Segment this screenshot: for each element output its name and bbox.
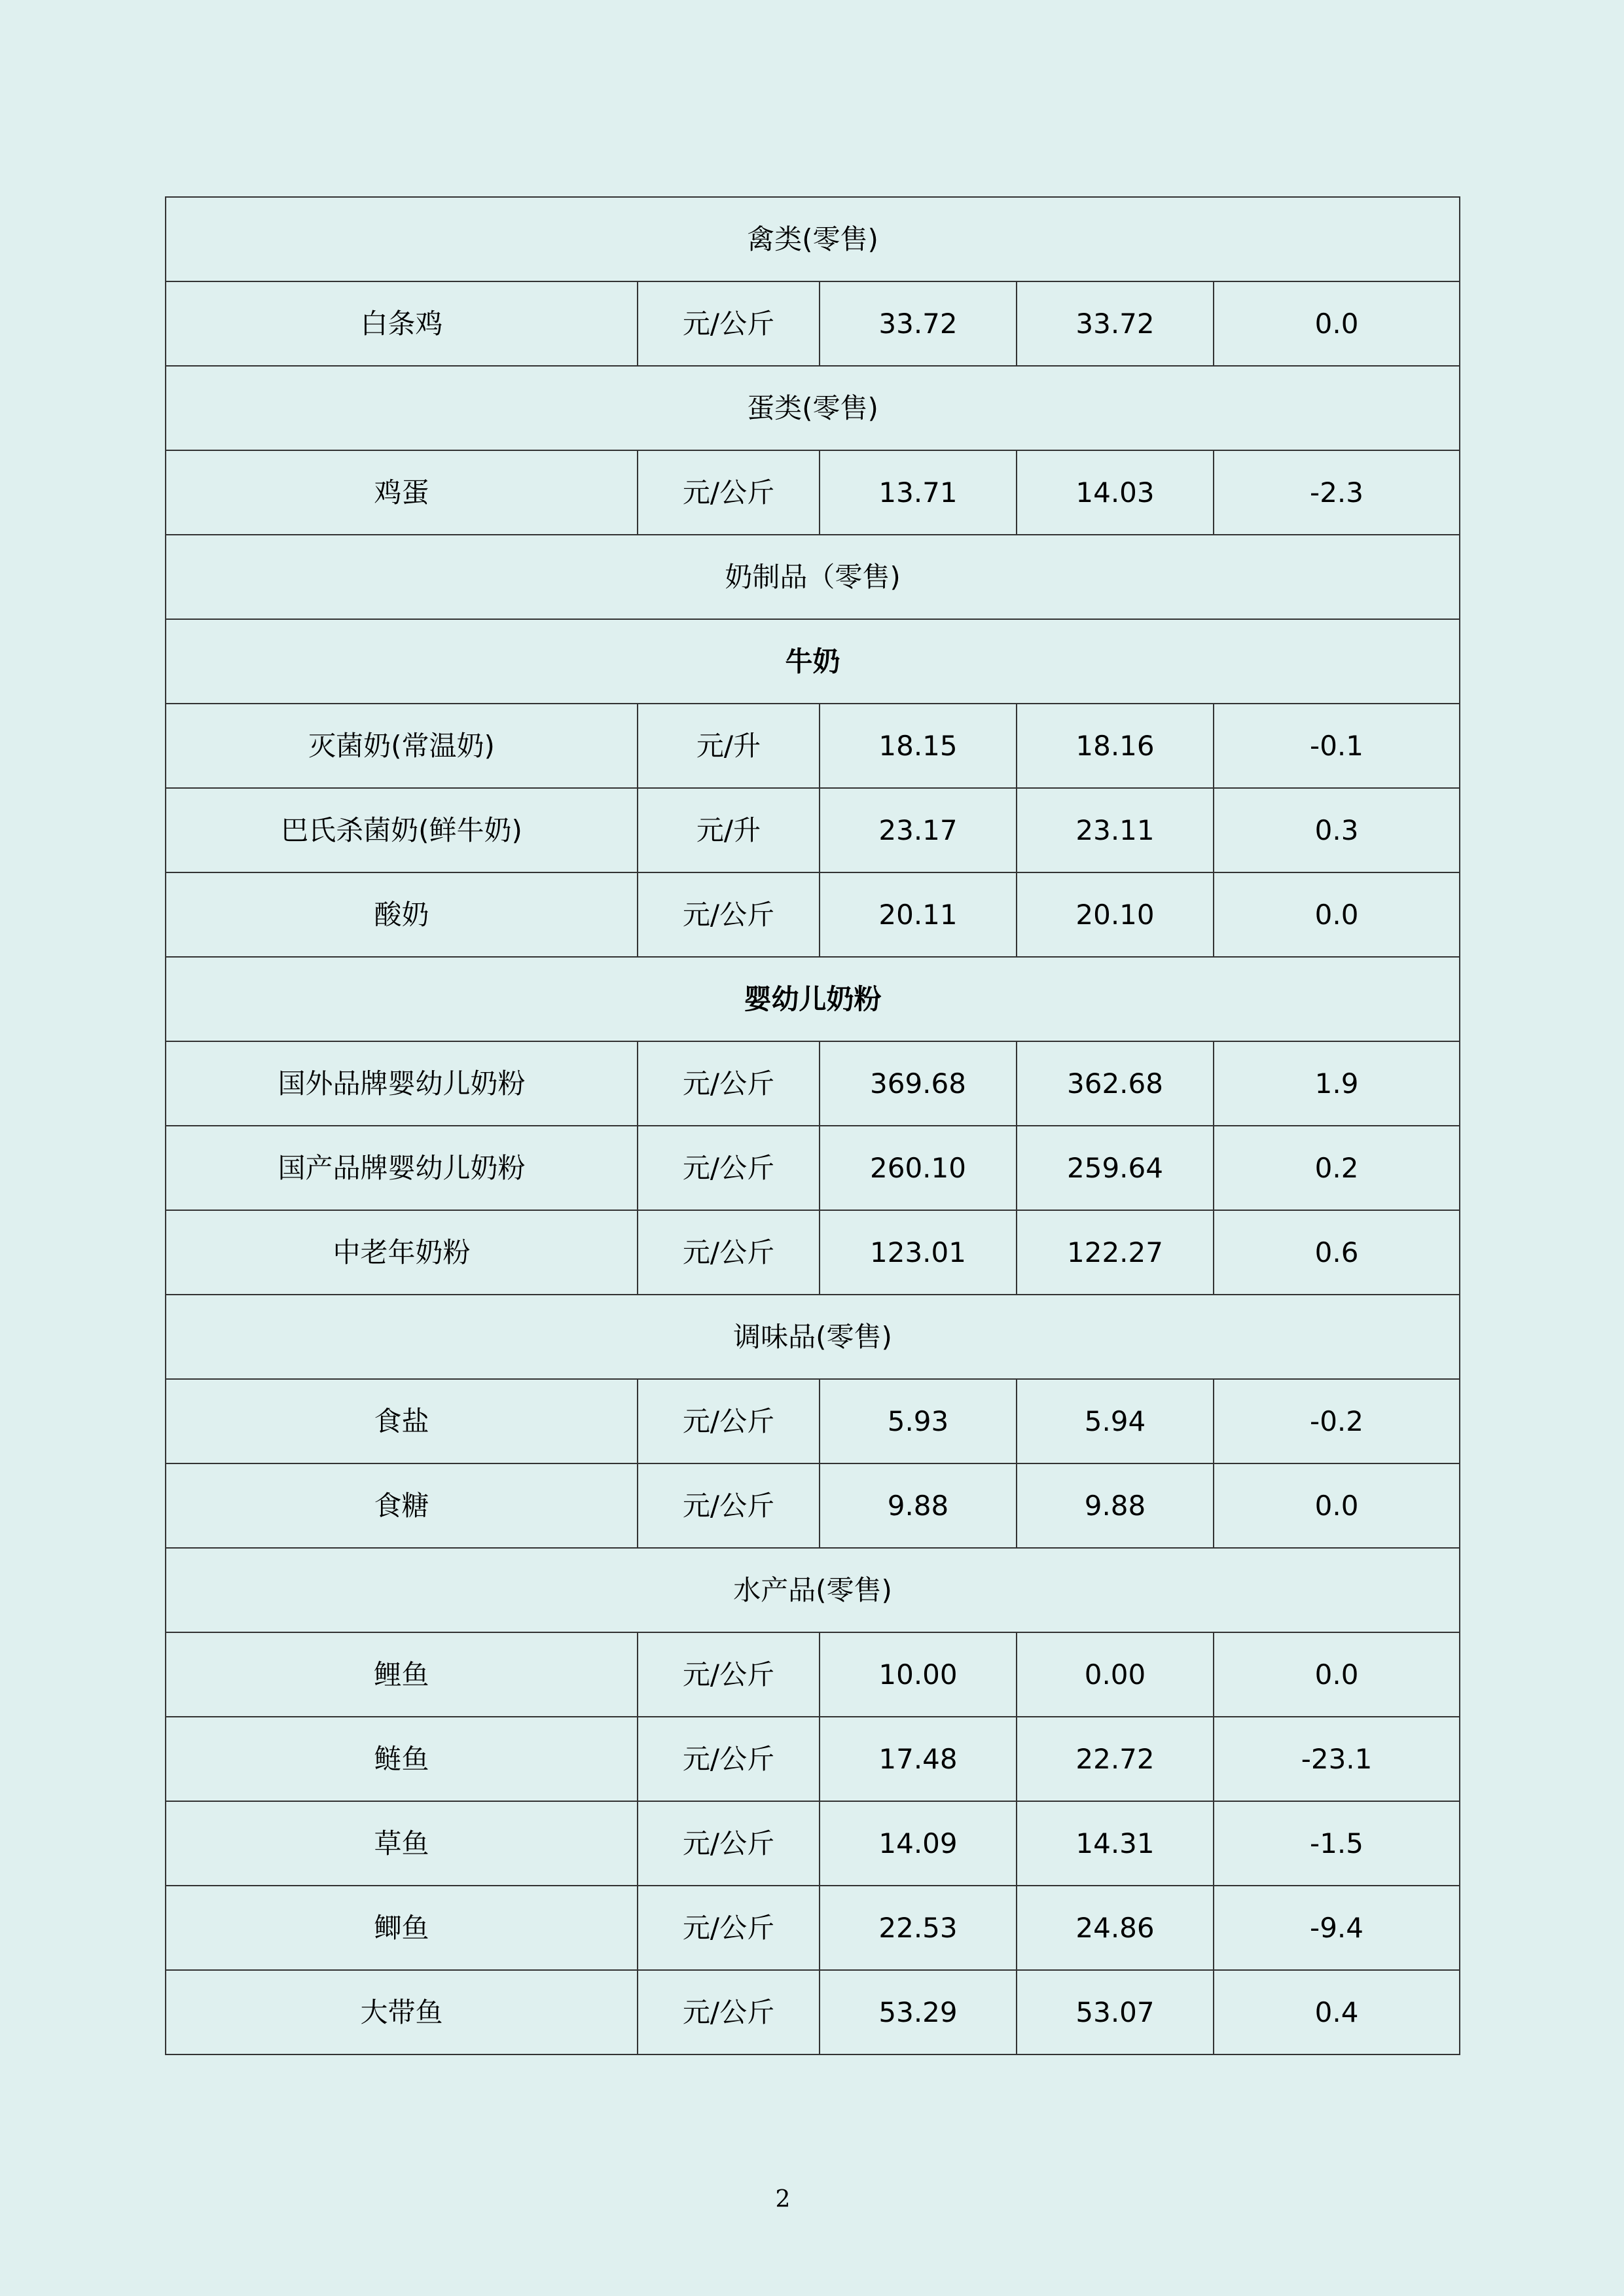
unit-cell: 元/公斤 [638,281,820,366]
change-percent-cell: 0.0 [1214,1632,1460,1717]
previous-price-cell: 259.64 [1017,1126,1214,1210]
item-name-cell: 鲫鱼 [166,1886,638,1970]
section-header-row [166,535,1460,619]
previous-price-cell: 14.03 [1017,450,1214,535]
item-name-cell: 鲤鱼 [166,1632,638,1717]
previous-price-cell: 122.27 [1017,1210,1214,1295]
section-title: 蛋类(零售) [166,366,1460,450]
previous-price-cell: 5.94 [1017,1379,1214,1463]
current-price-cell: 123.01 [820,1210,1017,1295]
item-name-cell: 食盐 [166,1379,638,1463]
table-row [166,1126,1460,1210]
table-row [166,1041,1460,1126]
unit-cell: 元/公斤 [638,1632,820,1717]
table-row [166,1717,1460,1801]
unit-cell: 元/升 [638,704,820,788]
item-name-cell: 鸡蛋 [166,450,638,535]
table-row [166,1801,1460,1886]
subsection-header-row [166,957,1460,1041]
previous-price-cell: 23.11 [1017,788,1214,872]
table-row [166,1210,1460,1295]
item-name-cell: 国外品牌婴幼儿奶粉 [166,1041,638,1126]
table-row [166,1632,1460,1717]
previous-price-cell: 18.16 [1017,704,1214,788]
change-percent-cell: 0.4 [1214,1970,1460,2054]
current-price-cell: 369.68 [820,1041,1017,1126]
section-header-row [166,1295,1460,1379]
previous-price-cell: 9.88 [1017,1463,1214,1548]
change-percent-cell: -2.3 [1214,450,1460,535]
section-title: 奶制品（零售) [166,535,1460,619]
item-name-cell: 国产品牌婴幼儿奶粉 [166,1126,638,1210]
current-price-cell: 5.93 [820,1379,1017,1463]
item-name-cell: 草鱼 [166,1801,638,1886]
table-row [166,704,1460,788]
current-price-cell: 20.11 [820,872,1017,957]
subsection-title: 牛奶 [166,619,1460,704]
current-price-cell: 13.71 [820,450,1017,535]
change-percent-cell: -0.2 [1214,1379,1460,1463]
table-row [166,1379,1460,1463]
table-row [166,450,1460,535]
item-name-cell: 白条鸡 [166,281,638,366]
change-percent-cell: 0.2 [1214,1126,1460,1210]
previous-price-cell: 14.31 [1017,1801,1214,1886]
subsection-header-row [166,619,1460,704]
unit-cell: 元/公斤 [638,1041,820,1126]
unit-cell: 元/升 [638,788,820,872]
section-header-row [166,197,1460,281]
section-header-row [166,1548,1460,1632]
change-percent-cell: 1.9 [1214,1041,1460,1126]
previous-price-cell: 20.10 [1017,872,1214,957]
price-table-body [166,197,1460,2054]
current-price-cell: 18.15 [820,704,1017,788]
table-row [166,1970,1460,2054]
unit-cell: 元/公斤 [638,1717,820,1801]
previous-price-cell: 24.86 [1017,1886,1214,1970]
current-price-cell: 260.10 [820,1126,1017,1210]
current-price-cell: 22.53 [820,1886,1017,1970]
previous-price-cell: 0.00 [1017,1632,1214,1717]
page-number: 2 [775,2186,791,2213]
section-title: 水产品(零售) [166,1548,1460,1632]
section-header-row [166,366,1460,450]
item-name-cell: 食糖 [166,1463,638,1548]
unit-cell: 元/公斤 [638,450,820,535]
previous-price-cell: 22.72 [1017,1717,1214,1801]
unit-cell: 元/公斤 [638,1886,820,1970]
change-percent-cell: 0.3 [1214,788,1460,872]
current-price-cell: 23.17 [820,788,1017,872]
current-price-cell: 33.72 [820,281,1017,366]
item-name-cell: 酸奶 [166,872,638,957]
unit-cell: 元/公斤 [638,1126,820,1210]
table-row [166,1463,1460,1548]
unit-cell: 元/公斤 [638,1463,820,1548]
previous-price-cell: 53.07 [1017,1970,1214,2054]
item-name-cell: 灭菌奶(常温奶) [166,704,638,788]
current-price-cell: 53.29 [820,1970,1017,2054]
item-name-cell: 巴氏杀菌奶(鲜牛奶) [166,788,638,872]
unit-cell: 元/公斤 [638,1379,820,1463]
change-percent-cell: 0.0 [1214,872,1460,957]
change-percent-cell: -1.5 [1214,1801,1460,1886]
current-price-cell: 17.48 [820,1717,1017,1801]
item-name-cell: 大带鱼 [166,1970,638,2054]
change-percent-cell: 0.6 [1214,1210,1460,1295]
unit-cell: 元/公斤 [638,1970,820,2054]
item-name-cell: 中老年奶粉 [166,1210,638,1295]
previous-price-cell: 362.68 [1017,1041,1214,1126]
change-percent-cell: -23.1 [1214,1717,1460,1801]
change-percent-cell: 0.0 [1214,281,1460,366]
price-table [165,196,1460,2055]
change-percent-cell: 0.0 [1214,1463,1460,1548]
subsection-title: 婴幼儿奶粉 [166,957,1460,1041]
section-title: 调味品(零售) [166,1295,1460,1379]
current-price-cell: 14.09 [820,1801,1017,1886]
table-row [166,281,1460,366]
table-row [166,788,1460,872]
item-name-cell: 鲢鱼 [166,1717,638,1801]
unit-cell: 元/公斤 [638,872,820,957]
change-percent-cell: -0.1 [1214,704,1460,788]
change-percent-cell: -9.4 [1214,1886,1460,1970]
table-row [166,872,1460,957]
previous-price-cell: 33.72 [1017,281,1214,366]
current-price-cell: 10.00 [820,1632,1017,1717]
table-row [166,1886,1460,1970]
unit-cell: 元/公斤 [638,1801,820,1886]
unit-cell: 元/公斤 [638,1210,820,1295]
section-title: 禽类(零售) [166,197,1460,281]
current-price-cell: 9.88 [820,1463,1017,1548]
